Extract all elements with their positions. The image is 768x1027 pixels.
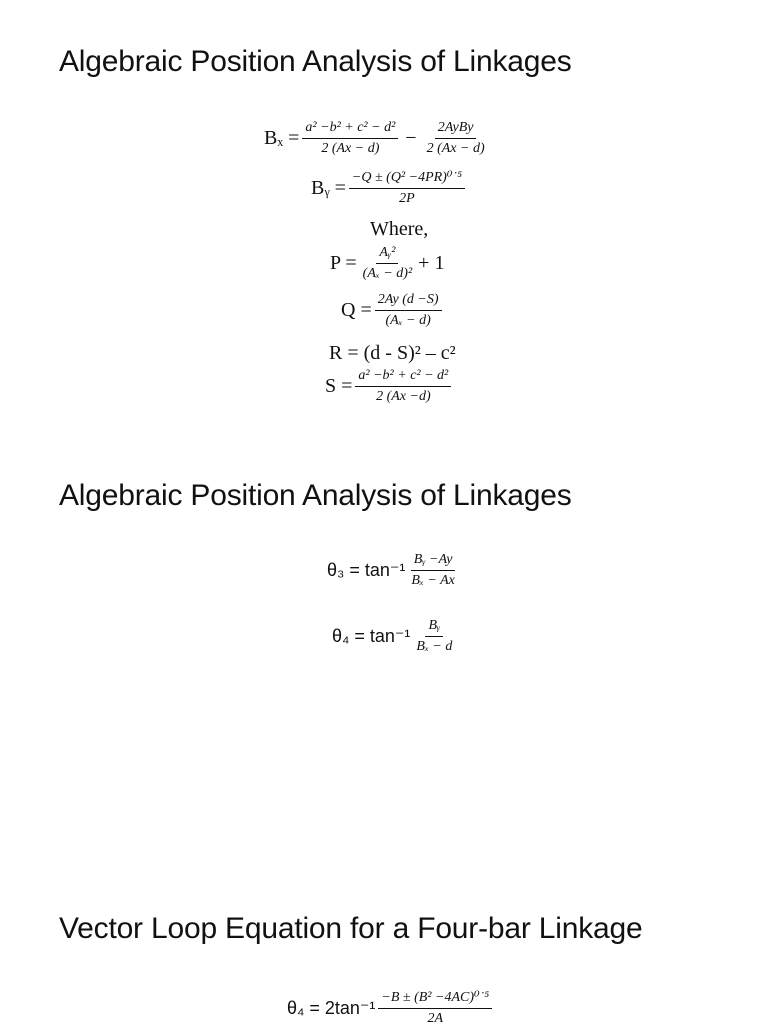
p-tail: + 1 [418, 252, 445, 275]
p-lhs: P = [330, 252, 357, 275]
theta3-fraction-denominator: Bₓ − Ax [411, 573, 455, 589]
q-fraction-numerator: 2Ay (d −S) [375, 292, 442, 311]
equation-p [330, 245, 444, 282]
equation-by [311, 170, 468, 207]
theta4-fraction [413, 618, 455, 655]
section-title-1: Algebraic Position Analysis of Linkages [59, 45, 572, 78]
theta3-fraction-numerator: Bᵧ −Ay [411, 552, 456, 571]
by-lhs: Bᵧ = [311, 177, 346, 200]
s-fraction [355, 368, 451, 405]
section-title-2: Algebraic Position Analysis of Linkages [59, 479, 572, 512]
q-fraction [375, 292, 442, 329]
s-fraction-denominator: 2 (Ax −d) [376, 389, 431, 405]
equation-q [341, 292, 445, 329]
bx-fraction-1-numerator: a² −b² + c² − d² [302, 120, 398, 139]
vector-theta4-fraction-numerator: −B ± (B² −4AC)⁰˙⁵ [378, 990, 492, 1009]
by-fraction-denominator: 2P [399, 191, 415, 207]
q-lhs: Q = [341, 299, 372, 322]
bx-fraction-1-denominator: 2 (Ax − d) [321, 141, 380, 157]
equation-r: R = (d - S)² – c² [329, 342, 456, 364]
by-fraction-numerator: −Q ± (Q² −4PR)⁰˙⁵ [349, 170, 465, 189]
p-fraction-denominator: (Aₓ − d)² [362, 266, 413, 282]
bx-minus-sign: − [405, 127, 417, 150]
theta4-lhs: θ₄ = tan⁻¹ [332, 626, 411, 647]
theta4-fraction-numerator: Bᵧ [425, 618, 443, 637]
equation-theta4 [332, 618, 458, 655]
s-fraction-numerator: a² −b² + c² − d² [355, 368, 451, 387]
q-fraction-denominator: (Aₓ − d) [385, 313, 431, 329]
theta3-fraction [408, 552, 458, 589]
bx-fraction-2 [424, 120, 488, 157]
where-label: Where, [370, 218, 429, 240]
equation-s [325, 368, 454, 405]
equation-bx [264, 120, 491, 157]
theta3-lhs: θ₃ = tan⁻¹ [327, 560, 406, 581]
s-lhs: S = [325, 375, 353, 398]
vector-theta4-fraction-denominator: 2A [427, 1011, 444, 1027]
equation-theta4-vector-loop [287, 990, 495, 1027]
by-fraction [349, 170, 465, 207]
bx-fraction-1 [302, 120, 398, 157]
bx-fraction-2-numerator: 2AyBy [435, 120, 477, 139]
theta4-fraction-denominator: Bₓ − d [416, 639, 453, 655]
p-fraction [360, 245, 416, 282]
p-fraction-numerator: Aᵧ² [376, 245, 398, 264]
vector-theta4-fraction [378, 990, 492, 1027]
equation-theta3 [327, 552, 461, 589]
section-title-3: Vector Loop Equation for a Four-bar Linkage [59, 912, 643, 945]
bx-fraction-2-denominator: 2 (Ax − d) [426, 141, 485, 157]
bx-lhs: Bₓ = [264, 127, 300, 150]
vector-theta4-lhs: θ₄ = 2tan⁻¹ [287, 998, 376, 1019]
